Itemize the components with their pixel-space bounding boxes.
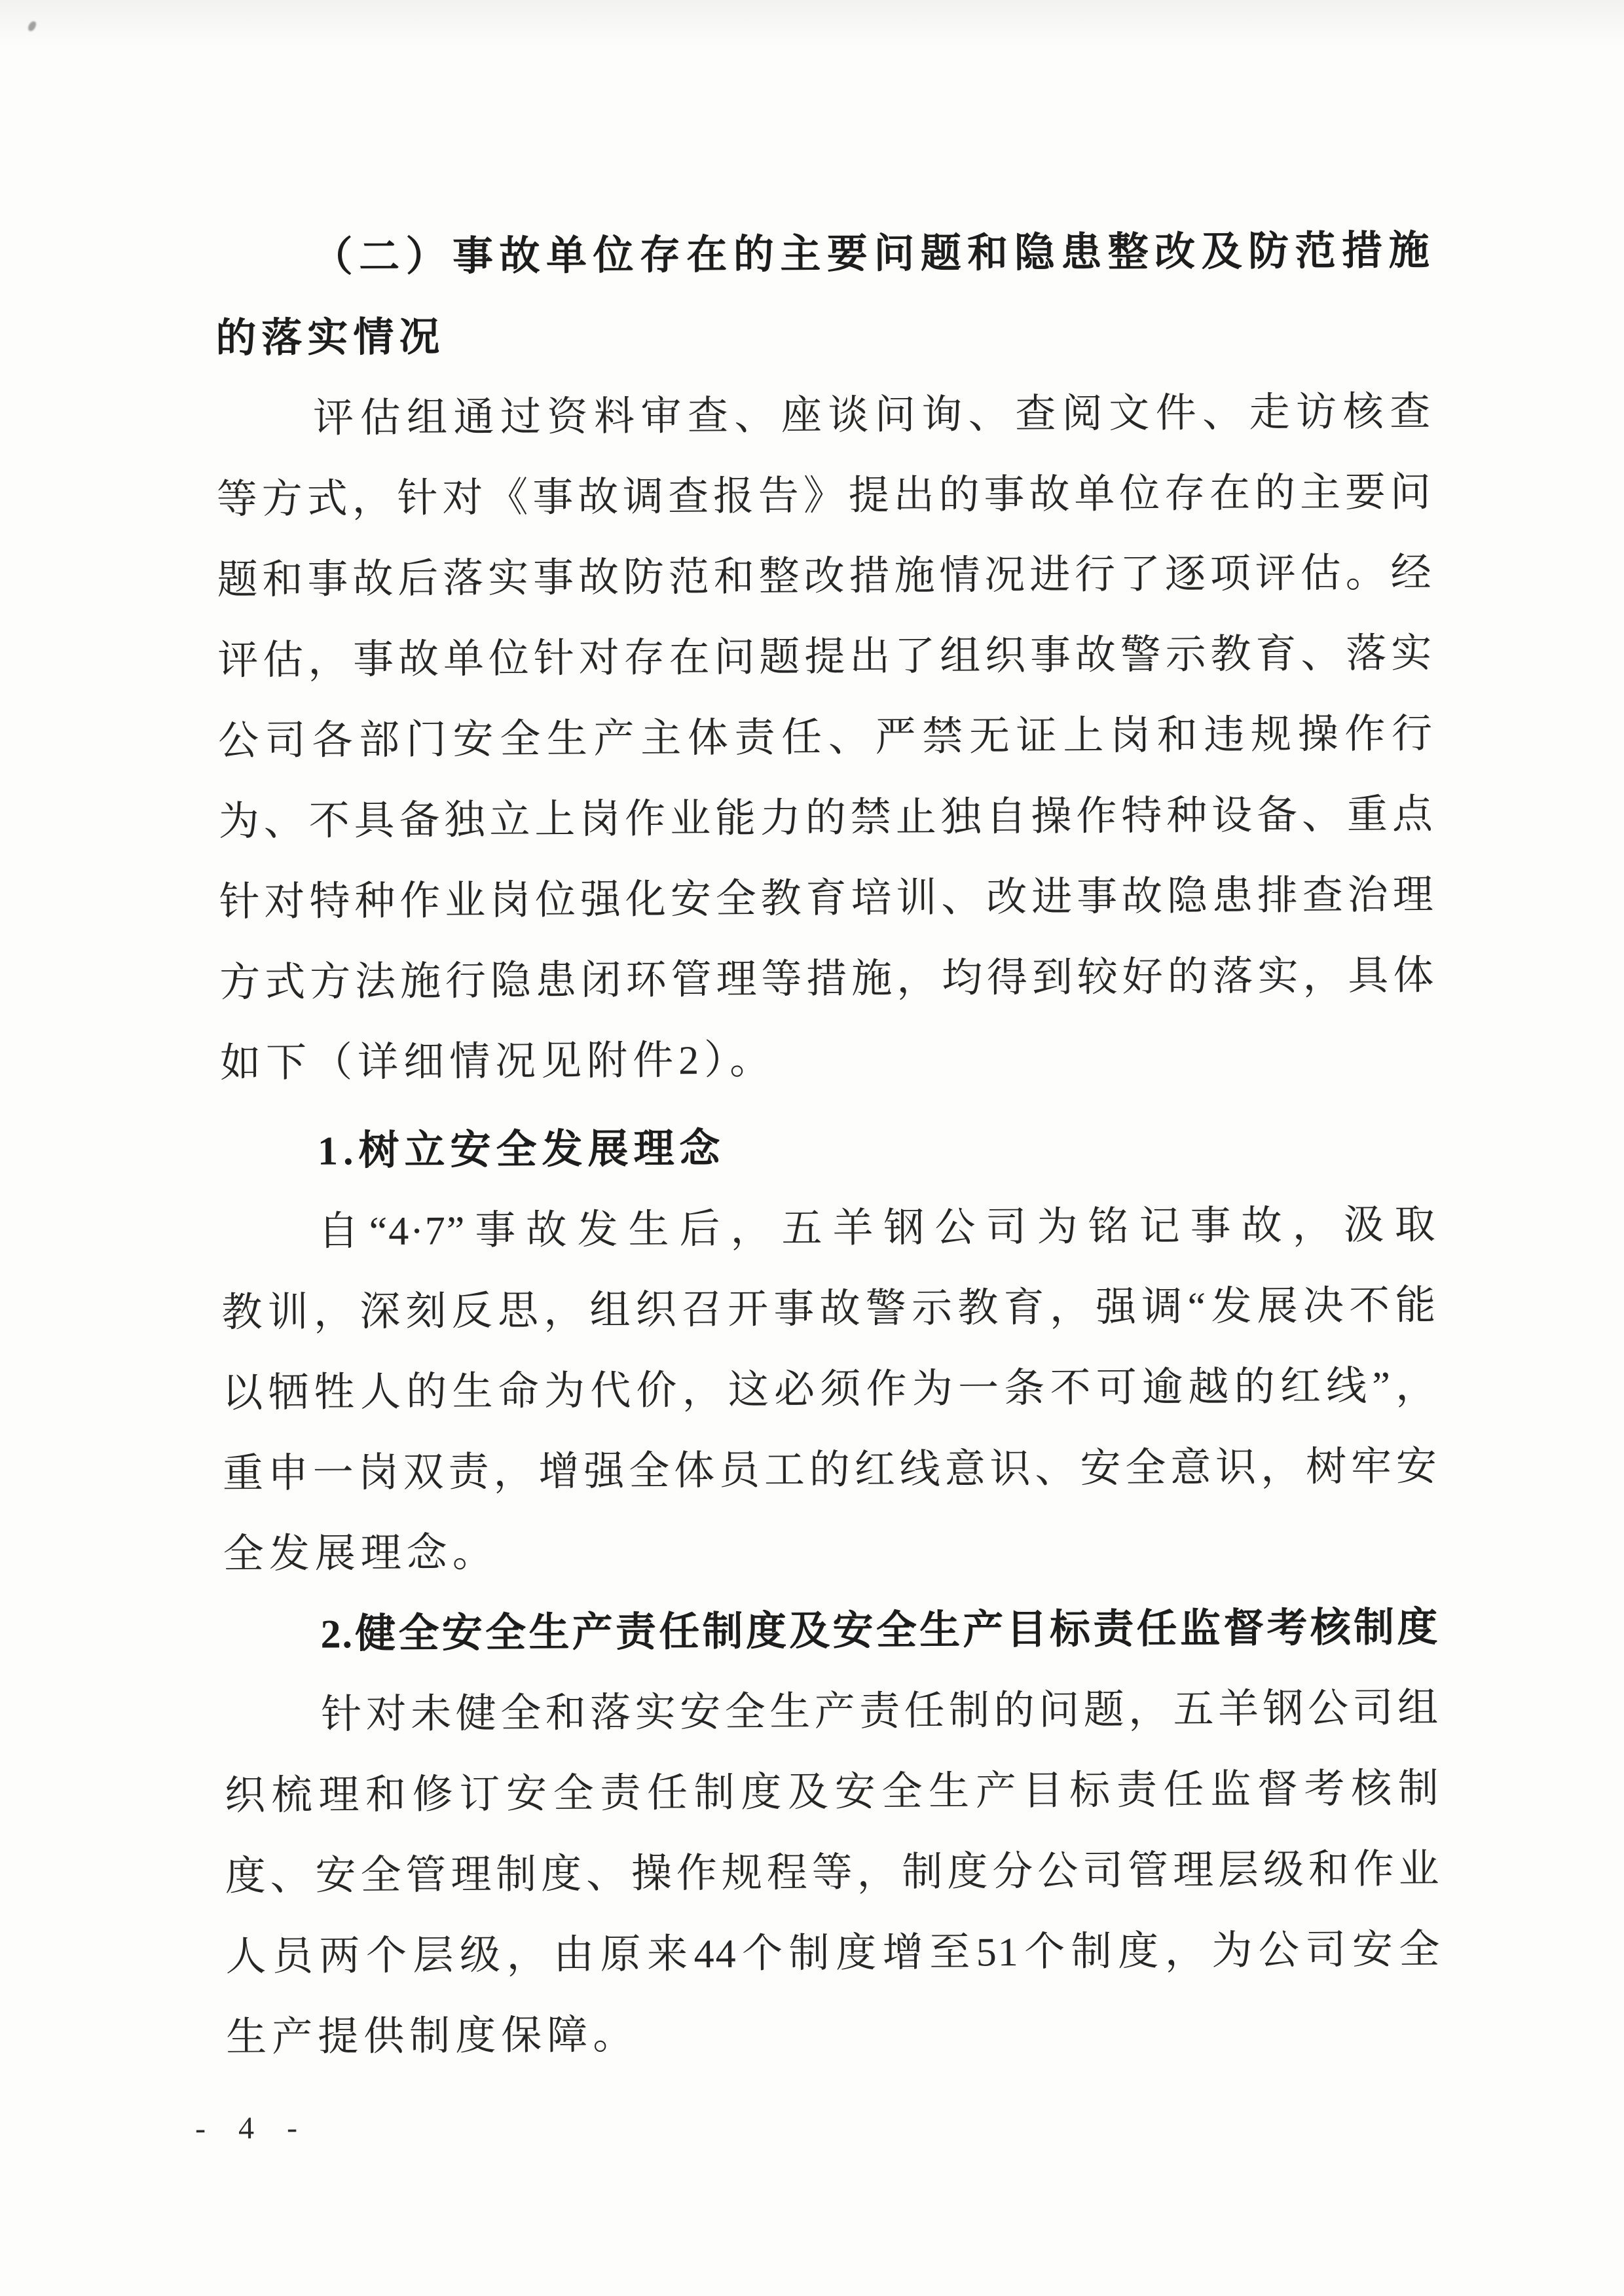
body-text-line: 针对未健全和落实安全生产责任制的问题，五羊钢公司组 bbox=[321, 1686, 1440, 1738]
body-text-line: 以牺牲人的生命为代价，这必须作为一条不可逾越的红线”， bbox=[222, 1364, 1438, 1416]
body-text-line: 题和事故后落实事故防范和整改措施情况进行了逐项评估。经 bbox=[217, 551, 1433, 603]
body-text-line: 度、安全管理制度、操作规程等，制度分公司管理层级和作业 bbox=[225, 1847, 1441, 1899]
heading-line: 1.树立安全发展理念 bbox=[317, 1126, 726, 1174]
body-text-line: 评估组通过资料审查、座谈问询、查阅文件、走访核查 bbox=[312, 390, 1432, 441]
body-text-line: 重申一岗双责，增强全体员工的红线意识、安全意识，树牢安 bbox=[222, 1444, 1439, 1497]
body-text-line: 方式方法施行隐患闭环管理等措施，均得到较好的落实，具体 bbox=[219, 953, 1435, 1006]
heading-line: 2.健全安全生产责任制度及安全生产目标责任监督考核制度 bbox=[320, 1605, 1439, 1657]
body-text-line: 为、不具备独立上岗作业能力的禁止独自操作特种设备、重点 bbox=[218, 792, 1435, 845]
document-content bbox=[215, 211, 1441, 2078]
body-text-line: 教训，深刻反思，组织召开事故警示教育，强调“发展决不能 bbox=[221, 1283, 1437, 1336]
body-text-line: 织梳理和修订安全责任制度及安全生产目标责任监督考核制 bbox=[224, 1766, 1441, 1819]
body-text-line: 等方式，针对《事故调查报告》提出的事故单位存在的主要问 bbox=[216, 470, 1433, 522]
body-text-line: 自“4·7”事故发生后，五羊钢公司为铭记事故，汲取 bbox=[318, 1203, 1437, 1254]
body-text-line: 人员两个层级，由原来44个制度增至51个制度，为公司安全 bbox=[225, 1927, 1441, 1980]
body-text-line: 评估，事故单位针对存在问题提出了组织事故警示教育、落实 bbox=[217, 631, 1433, 683]
heading-line: （二）事故单位存在的主要问题和隐患整改及防范措施 bbox=[312, 228, 1431, 280]
body-text-line: 如下（详细情况见附件2）。 bbox=[219, 1038, 776, 1086]
page-number: - 4 - bbox=[194, 2110, 306, 2146]
body-text-line: 生产提供制度保障。 bbox=[226, 2013, 639, 2060]
heading-line: 的落实情况 bbox=[215, 315, 445, 361]
body-text-line: 公司各部门安全生产主体责任、严禁无证上岗和违规操作行 bbox=[217, 712, 1434, 764]
body-text-line: 针对特种作业岗位强化安全教育培训、改进事故隐患排查治理 bbox=[219, 873, 1435, 925]
body-text-line: 全发展理念。 bbox=[223, 1530, 498, 1577]
